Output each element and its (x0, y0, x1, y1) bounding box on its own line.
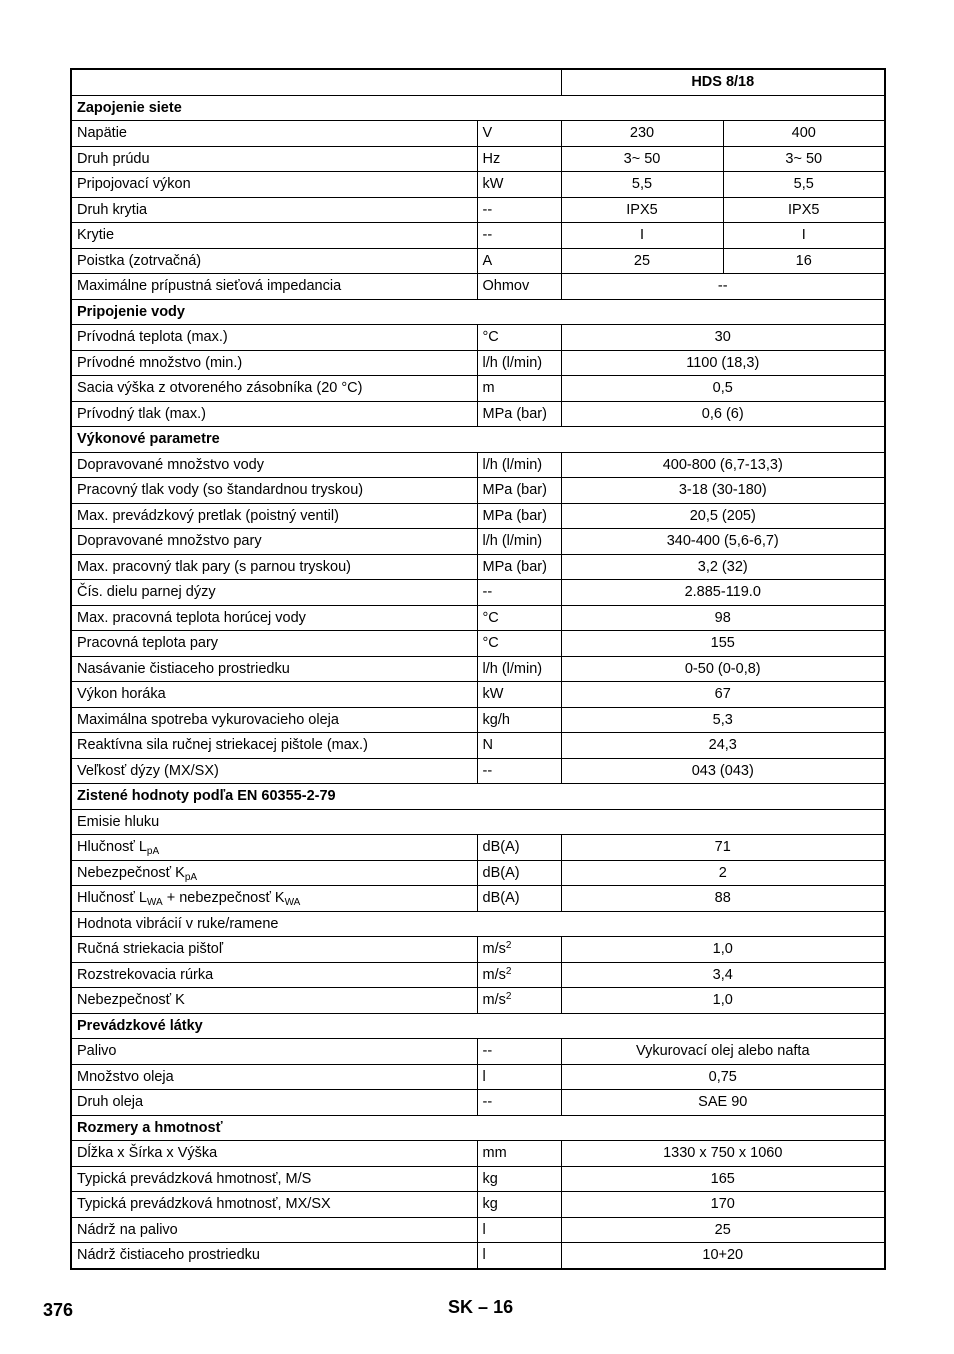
row-label (71, 886, 477, 912)
row-label (71, 223, 477, 249)
section-page-number: 16 (493, 1297, 514, 1317)
label-text: Pracovná teplota pary (77, 635, 219, 651)
row-label (71, 656, 477, 682)
row-label (71, 809, 885, 835)
unit-text: m (482, 380, 495, 396)
table-row (71, 1243, 885, 1269)
technical-data-table (70, 68, 886, 1270)
row-value: 1330 x 750 x 1060 (561, 1141, 885, 1167)
unit-text: °C (482, 329, 499, 345)
label-text: Dĺžka x Šírka x Výška (77, 1145, 218, 1161)
table-row (71, 478, 885, 504)
row-label (71, 1192, 477, 1218)
row-unit (477, 580, 561, 606)
row-value: 5,3 (561, 707, 885, 733)
table-row (71, 503, 885, 529)
label-text: Nádrž na palivo (77, 1221, 178, 1238)
label-text: Max. pracovná teplota horúcej vody (77, 609, 306, 626)
unit-text: N (482, 737, 493, 753)
section-row (71, 1013, 885, 1039)
unit-text: l/h (l/min) (482, 533, 543, 549)
row-value: 30 (561, 325, 885, 351)
table-row (71, 1090, 885, 1116)
table-row (71, 274, 885, 300)
row-unit (477, 937, 561, 963)
unit-text: kg/h (482, 711, 510, 728)
table-row (71, 707, 885, 733)
table-row (71, 452, 885, 478)
row-label (71, 1039, 477, 1065)
label-text: Druh oleja (77, 1094, 144, 1110)
row-unit (477, 452, 561, 478)
section-title: Pripojenie vody (71, 299, 885, 325)
page-footer (448, 1297, 513, 1318)
table-row (71, 631, 885, 657)
table-row (71, 376, 885, 402)
row-label (71, 121, 477, 147)
table-row (71, 835, 885, 861)
label-text: Druh krytia (77, 201, 148, 218)
value-230v: 25 (561, 248, 723, 274)
unit-text: l/h (l/min) (482, 354, 543, 371)
row-unit (477, 554, 561, 580)
table-row (71, 248, 885, 274)
unit-text: l (482, 1221, 486, 1238)
unit-text: MPa (bar) (482, 507, 547, 524)
row-label (71, 503, 477, 529)
unit-text: kW (482, 176, 504, 192)
label-text: Veľkosť dýzy (MX/SX) (77, 762, 219, 779)
row-label (71, 707, 477, 733)
row-unit (477, 860, 561, 886)
table-row (71, 860, 885, 886)
row-unit (477, 248, 561, 274)
row-label (71, 529, 477, 555)
row-unit (477, 631, 561, 657)
row-label (71, 478, 477, 504)
language-code: SK (448, 1297, 474, 1317)
label-text: Nasávanie čistiaceho prostriedku (77, 660, 290, 677)
row-unit (477, 682, 561, 708)
row-unit (477, 376, 561, 402)
label-text: Reaktívna sila ručnej striekacej pištole (max.) (77, 737, 368, 753)
row-unit (477, 835, 561, 861)
row-value: 25 (561, 1217, 885, 1243)
row-value: 0,75 (561, 1064, 885, 1090)
label-text: Hlučnosť L (77, 890, 147, 906)
table-row (71, 554, 885, 580)
label-text: Typická prevádzková hmotnosť, MX/SX (77, 1196, 331, 1212)
value-400v: 400 (723, 121, 885, 147)
label-text: Rozstrekovacia rúrka (77, 966, 214, 983)
label-text: Prívodná teplota (max.) (77, 329, 228, 345)
row-unit (477, 758, 561, 784)
table-row (71, 325, 885, 351)
model-header: HDS 8/18 (561, 69, 885, 95)
row-label (71, 911, 885, 937)
label-text: Čís. dielu parnej dýzy (77, 584, 216, 600)
section-title: Výkonové parametre (71, 427, 885, 453)
row-label (71, 1217, 477, 1243)
row-unit (477, 886, 561, 912)
row-value: 2.885-119.0 (561, 580, 885, 606)
row-unit (477, 1166, 561, 1192)
row-unit (477, 146, 561, 172)
unit-text: -- (482, 227, 493, 243)
label-text: Druh prúdu (77, 150, 150, 167)
row-unit (477, 1243, 561, 1269)
unit-text: m/s (482, 941, 506, 957)
section-title: Prevádzkové látky (71, 1013, 885, 1039)
row-value: 340-400 (5,6-6,7) (561, 529, 885, 555)
section-row (71, 427, 885, 453)
value-400v: 3~ 50 (723, 146, 885, 172)
value-230v: 3~ 50 (561, 146, 723, 172)
row-unit (477, 401, 561, 427)
row-unit (477, 478, 561, 504)
label-text: Sacia výška z otvoreného zásobníka (20 °C) (77, 380, 363, 396)
label-text: Prívodné množstvo (min.) (77, 354, 243, 371)
label-text: Množstvo oleja (77, 1068, 174, 1085)
row-unit (477, 197, 561, 223)
row-unit (477, 274, 561, 300)
row-unit (477, 1217, 561, 1243)
row-value: 2 (561, 860, 885, 886)
table-row (71, 529, 885, 555)
row-label (71, 197, 477, 223)
row-value: 0-50 (0-0,8) (561, 656, 885, 682)
value-400v: 16 (723, 248, 885, 274)
table-row (71, 223, 885, 249)
label-text: Hlučnosť L (77, 839, 147, 855)
row-label (71, 350, 477, 376)
page-number: 376 (43, 1300, 74, 1320)
label-text: Hodnota vibrácií v ruke/ramene (77, 915, 279, 932)
unit-text: l (482, 1068, 486, 1085)
row-unit (477, 529, 561, 555)
row-label (71, 274, 477, 300)
row-unit (477, 707, 561, 733)
row-label (71, 962, 477, 988)
row-value: Vykurovací olej alebo nafta (561, 1039, 885, 1065)
table-row (71, 809, 885, 835)
row-value: SAE 90 (561, 1090, 885, 1116)
table-row (71, 146, 885, 172)
row-unit (477, 1141, 561, 1167)
row-value: 1,0 (561, 988, 885, 1014)
unit-text: dB(A) (482, 864, 520, 881)
unit-superscript: 2 (505, 991, 512, 1002)
label-subscript: pA (184, 871, 198, 883)
row-value: 155 (561, 631, 885, 657)
row-label (71, 580, 477, 606)
section-title: Zistené hodnoty podľa EN 60355-2-79 (71, 784, 885, 810)
section-title: Rozmery a hmotnosť (71, 1115, 885, 1141)
row-label (71, 937, 477, 963)
row-value: 20,5 (205) (561, 503, 885, 529)
row-unit (477, 172, 561, 198)
table-row (71, 758, 885, 784)
unit-text: °C (482, 609, 499, 626)
row-unit (477, 121, 561, 147)
table-row (71, 1064, 885, 1090)
table-row (71, 962, 885, 988)
table-row (71, 1192, 885, 1218)
row-unit (477, 962, 561, 988)
section-row (71, 1115, 885, 1141)
row-label (71, 1090, 477, 1116)
label-text: Typická prevádzková hmotnosť, M/S (77, 1170, 312, 1187)
unit-text: -- (482, 762, 493, 779)
row-value: 98 (561, 605, 885, 631)
row-unit (477, 325, 561, 351)
unit-superscript: 2 (505, 965, 512, 977)
row-unit (477, 503, 561, 529)
row-label (71, 172, 477, 198)
row-label (71, 758, 477, 784)
label-text: Max. prevádzkový pretlak (poistný ventil) (77, 507, 339, 524)
label-text: Maximálne prípustná sieťová impedancia (77, 278, 342, 294)
label-text: Dopravované množstvo pary (77, 533, 262, 549)
row-value: 165 (561, 1166, 885, 1192)
unit-text: -- (482, 1043, 493, 1059)
value-400v: I (723, 223, 885, 249)
unit-text: l/h (l/min) (482, 456, 543, 473)
row-value: 1100 (18,3) (561, 350, 885, 376)
row-value: 10+20 (561, 1243, 885, 1269)
table-row (71, 401, 885, 427)
unit-text: kg (482, 1196, 498, 1212)
section-row (71, 95, 885, 121)
row-label (71, 605, 477, 631)
unit-text: l (482, 1247, 486, 1263)
unit-text: MPa (bar) (482, 405, 547, 422)
row-unit (477, 656, 561, 682)
label-text: Dopravované množstvo vody (77, 456, 264, 473)
table-row (71, 121, 885, 147)
unit-text: mm (482, 1145, 507, 1161)
label-text: Pripojovací výkon (77, 176, 191, 192)
unit-text: °C (482, 635, 499, 651)
row-value: 24,3 (561, 733, 885, 759)
unit-text: MPa (bar) (482, 482, 547, 498)
technical-data-body (71, 69, 885, 1269)
table-row (71, 580, 885, 606)
label-text: Výkon horáka (77, 686, 166, 702)
table-row (71, 886, 885, 912)
row-value: 1,0 (561, 937, 885, 963)
unit-text: kW (482, 686, 504, 702)
label-text: Max. pracovný tlak pary (s parnou tryskou) (77, 558, 351, 575)
row-label (71, 146, 477, 172)
section-title: Zapojenie siete (71, 95, 885, 121)
row-label (71, 401, 477, 427)
label-text-continued: + nebezpečnosť K (162, 890, 285, 906)
label-text: Emisie hluku (77, 813, 160, 830)
table-row (71, 911, 885, 937)
table-row (71, 1039, 885, 1065)
row-label (71, 1141, 477, 1167)
table-row (71, 733, 885, 759)
row-label (71, 1243, 477, 1269)
row-label (71, 988, 477, 1014)
row-value: 3,2 (32) (561, 554, 885, 580)
label-text: Prívodný tlak (max.) (77, 405, 206, 422)
table-row (71, 605, 885, 631)
table-row (71, 197, 885, 223)
table-row (71, 682, 885, 708)
table-row (71, 172, 885, 198)
unit-text: m/s (482, 992, 506, 1008)
table-row (71, 1166, 885, 1192)
row-unit (477, 1090, 561, 1116)
unit-text: -- (482, 584, 493, 600)
row-label (71, 376, 477, 402)
row-unit (477, 1192, 561, 1218)
unit-text: dB(A) (482, 839, 520, 855)
unit-text: dB(A) (482, 890, 520, 906)
row-unit (477, 350, 561, 376)
section-row (71, 299, 885, 325)
table-row (71, 988, 885, 1014)
row-value: 400-800 (6,7-13,3) (561, 452, 885, 478)
row-value: 0,6 (6) (561, 401, 885, 427)
row-unit (477, 1064, 561, 1090)
row-label (71, 835, 477, 861)
row-label (71, 1064, 477, 1090)
unit-text: Hz (482, 150, 501, 167)
row-label (71, 682, 477, 708)
label-text: Maximálna spotreba vykurovacieho oleja (77, 711, 339, 728)
row-unit (477, 733, 561, 759)
label-text: Nebezpečnosť K (77, 864, 185, 881)
unit-text: MPa (bar) (482, 558, 547, 575)
label-text: Pracovný tlak vody (so štandardnou tryskou) (77, 482, 364, 498)
row-unit (477, 605, 561, 631)
value-230v: 5,5 (561, 172, 723, 198)
row-value: 3-18 (30-180) (561, 478, 885, 504)
label-text: Nebezpečnosť K (77, 992, 185, 1008)
row-label (71, 248, 477, 274)
row-value: 043 (043) (561, 758, 885, 784)
unit-text: kg (482, 1170, 498, 1187)
row-unit (477, 1039, 561, 1065)
table-row (71, 350, 885, 376)
table-row (71, 937, 885, 963)
row-label (71, 733, 477, 759)
label-text: Nádrž čistiaceho prostriedku (77, 1247, 260, 1263)
row-value: 67 (561, 682, 885, 708)
label-text: Palivo (77, 1043, 117, 1059)
value-400v: 5,5 (723, 172, 885, 198)
row-label (71, 325, 477, 351)
unit-text: -- (482, 201, 493, 218)
label-text: Krytie (77, 227, 115, 243)
label-subscript: WA (146, 897, 163, 908)
row-label (71, 452, 477, 478)
row-unit (477, 988, 561, 1014)
unit-text: -- (482, 1094, 493, 1110)
value-230v: I (561, 223, 723, 249)
label-subscript: WA (284, 897, 301, 908)
row-value: 3,4 (561, 962, 885, 988)
label-subscript: pA (146, 846, 160, 857)
header-row (71, 69, 885, 95)
section-row (71, 784, 885, 810)
row-value: 71 (561, 835, 885, 861)
label-text: Ručná striekacia pištoľ (77, 941, 224, 957)
unit-text: l/h (l/min) (482, 660, 543, 677)
footer-dash: – (478, 1297, 489, 1317)
unit-text: V (482, 125, 493, 141)
row-label (71, 860, 477, 886)
value-230v: IPX5 (561, 197, 723, 223)
row-label (71, 631, 477, 657)
row-value: 170 (561, 1192, 885, 1218)
unit-superscript: 2 (505, 940, 512, 951)
label-text: Poistka (zotrvačná) (77, 252, 202, 269)
unit-text: m/s (482, 966, 506, 983)
value-400v: IPX5 (723, 197, 885, 223)
row-label (71, 554, 477, 580)
row-unit (477, 223, 561, 249)
value-230v: 230 (561, 121, 723, 147)
row-label (71, 1166, 477, 1192)
unit-text: Ohmov (482, 278, 530, 294)
label-text: Napätie (77, 125, 127, 141)
row-value: 0,5 (561, 376, 885, 402)
row-value: -- (561, 274, 885, 300)
row-value: 88 (561, 886, 885, 912)
table-row (71, 1141, 885, 1167)
table-row (71, 656, 885, 682)
table-row (71, 1217, 885, 1243)
unit-text: A (482, 252, 493, 269)
header-empty-cell (71, 69, 561, 95)
